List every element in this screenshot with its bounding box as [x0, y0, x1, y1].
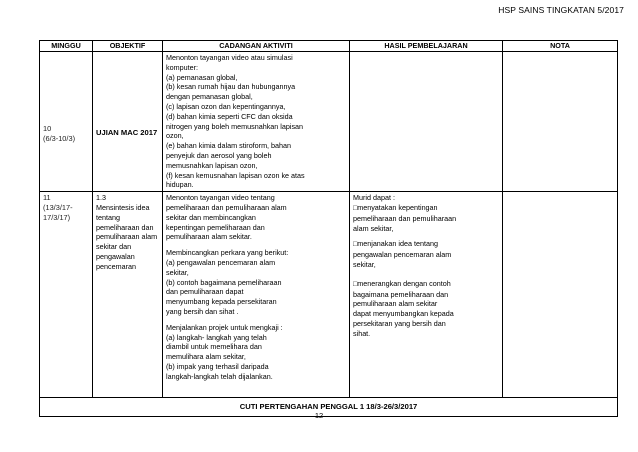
activity-line: (b) kesan rumah hijau dan hubungannya: [166, 82, 296, 92]
header-cadangan-aktiviti: CADANGAN AKTIVITI: [163, 41, 350, 52]
activity-line: yang bersih dan sihat .: [166, 306, 239, 316]
header-minggu: MINGGU: [40, 41, 93, 52]
week-cell: [40, 192, 93, 398]
activity-line: hidupan.: [166, 180, 194, 190]
objective-line: 1.3: [96, 193, 106, 203]
objective-line: tentang: [96, 212, 120, 222]
activity-line: penyejuk dan aerosol yang boleh: [166, 150, 272, 160]
holiday-label: CUTI PERTENGAHAN PENGGAL 1 18/3-26/3/2017: [40, 398, 618, 417]
activity-line: diambil untuk memelihara dan: [166, 342, 262, 352]
activity-line: dengan pemanasan global,: [166, 92, 253, 102]
week-cell: [40, 52, 93, 192]
activity-line: (a) langkah- langkah yang telah: [166, 332, 267, 342]
activity-line: dan pemuliharaan dapat: [166, 287, 244, 297]
activity-line: nitrogen yang boleh memusnahkan lapisan: [166, 121, 304, 131]
outcome-line: alam sekitar,: [353, 223, 394, 233]
activity-line: Menonton tayangan video atau simulasi: [166, 53, 293, 62]
page-number: 12: [314, 411, 324, 420]
lesson-plan-table: [39, 40, 618, 417]
week-dates: (6/3-10/3): [43, 134, 76, 143]
activity-line: sekitar dan membincangkan: [166, 212, 256, 222]
activity-line: (d) bahan kimia seperti CFC dan oksida: [166, 111, 293, 121]
objective-line: pengawalan: [96, 251, 135, 261]
objective-cell: UJIAN MAC 2017: [93, 52, 163, 192]
objective-cell: [93, 192, 163, 398]
bullet-icon: □: [353, 204, 358, 212]
activity-line: Membincangkan perkara yang berikut:: [166, 248, 289, 258]
activity-line: kepentingan pemeliharaan dan: [166, 222, 265, 232]
activity-line: (f) kesan kemusnahan lapisan ozon ke atas: [166, 170, 305, 180]
outcome-text: menyatakan kepentingan: [357, 202, 438, 212]
week-dates: (13/3/17-: [43, 203, 73, 213]
outcome-line: pemeliharaan dan pemuliharaan: [353, 213, 457, 223]
activity-line: pemeliharaan dan pemuliharaan alam: [166, 202, 287, 212]
outcome-line: [353, 203, 499, 214]
activity-line: komputer:: [166, 62, 198, 72]
activity-line: memulihara alam sekitar,: [166, 352, 246, 362]
activity-line: memusnahkan lapisan ozon,: [166, 160, 258, 170]
objective-line: pemeliharaan dan: [96, 222, 154, 232]
document-header: HSP SAINS TINGKATAN 5/2017: [498, 5, 624, 15]
activity-line: langkah-langkah telah dijalankan.: [166, 371, 273, 381]
activity-line: (e) bahan kimia dalam stiroform, bahan: [166, 141, 292, 151]
activity-line: sekitar,: [166, 267, 189, 277]
nota-cell: [503, 192, 618, 398]
nota-cell: [503, 52, 618, 192]
activity-line: Menjalankan projek untuk mengkaji :: [166, 322, 283, 332]
activity-line: pemuliharaan alam sekitar.: [166, 232, 252, 242]
week-number: 11: [43, 193, 51, 203]
table-header-row: [40, 41, 618, 52]
bullet-icon: □: [353, 241, 358, 249]
outcome-text: menjanakan idea tentang: [357, 239, 438, 249]
activity-line: (c) lapisan ozon dan kepentingannya,: [166, 101, 286, 111]
outcome-line: pemuliharaan alam sekitar: [353, 299, 438, 309]
table-row-week-11: [40, 192, 618, 398]
activity-line: ozon,: [166, 131, 184, 141]
outcome-text: menerangkan dengan contoh: [357, 278, 451, 288]
activity-line: (b) contoh bagaimana pemeliharaan: [166, 277, 282, 287]
header-nota: NOTA: [503, 41, 618, 52]
outcome-intro: Murid dapat :: [353, 193, 395, 203]
outcome-line: persekitaran yang bersih dan: [353, 318, 446, 328]
objective-line: pemuliharaan alam: [96, 232, 158, 242]
outcome-cell: [350, 52, 503, 192]
activity-line: Menonton tayangan video tentang: [166, 193, 275, 203]
activity-cell: [163, 192, 350, 398]
outcome-line: pengawalan pencemaran alam: [353, 250, 452, 260]
outcome-cell: [350, 192, 503, 398]
activity-line: (b) impak yang terhasil daripada: [166, 361, 269, 371]
bullet-icon: □: [353, 280, 358, 288]
header-objektif: OBJEKTIF: [93, 41, 163, 52]
activity-cell: [163, 52, 350, 192]
activity-line: (a) pemanasan global,: [166, 72, 238, 82]
week-dates: 17/3/17): [43, 213, 71, 223]
header-hasil-pembelajaran: HASIL PEMBELAJARAN: [350, 41, 503, 52]
week-number: 10: [43, 124, 52, 133]
activity-line: menyumbang kepada persekitaran: [166, 297, 277, 307]
objective-line: sekitar dan: [96, 242, 132, 252]
outcome-line: sekitar,: [353, 259, 376, 269]
outcome-line: dapat menyumbangkan kepada: [353, 309, 454, 319]
activity-line: (a) pengawalan pencemaran alam: [166, 257, 276, 267]
outcome-line: bagaimana pemeliharaan dan: [353, 289, 449, 299]
outcome-line: [353, 279, 499, 290]
outcome-line: [353, 239, 499, 250]
objective-line: Mensintesis idea: [96, 202, 150, 212]
table-row-week-10: [40, 52, 618, 192]
outcome-line: sihat.: [353, 328, 371, 338]
objective-line: pencemaran: [96, 261, 136, 271]
